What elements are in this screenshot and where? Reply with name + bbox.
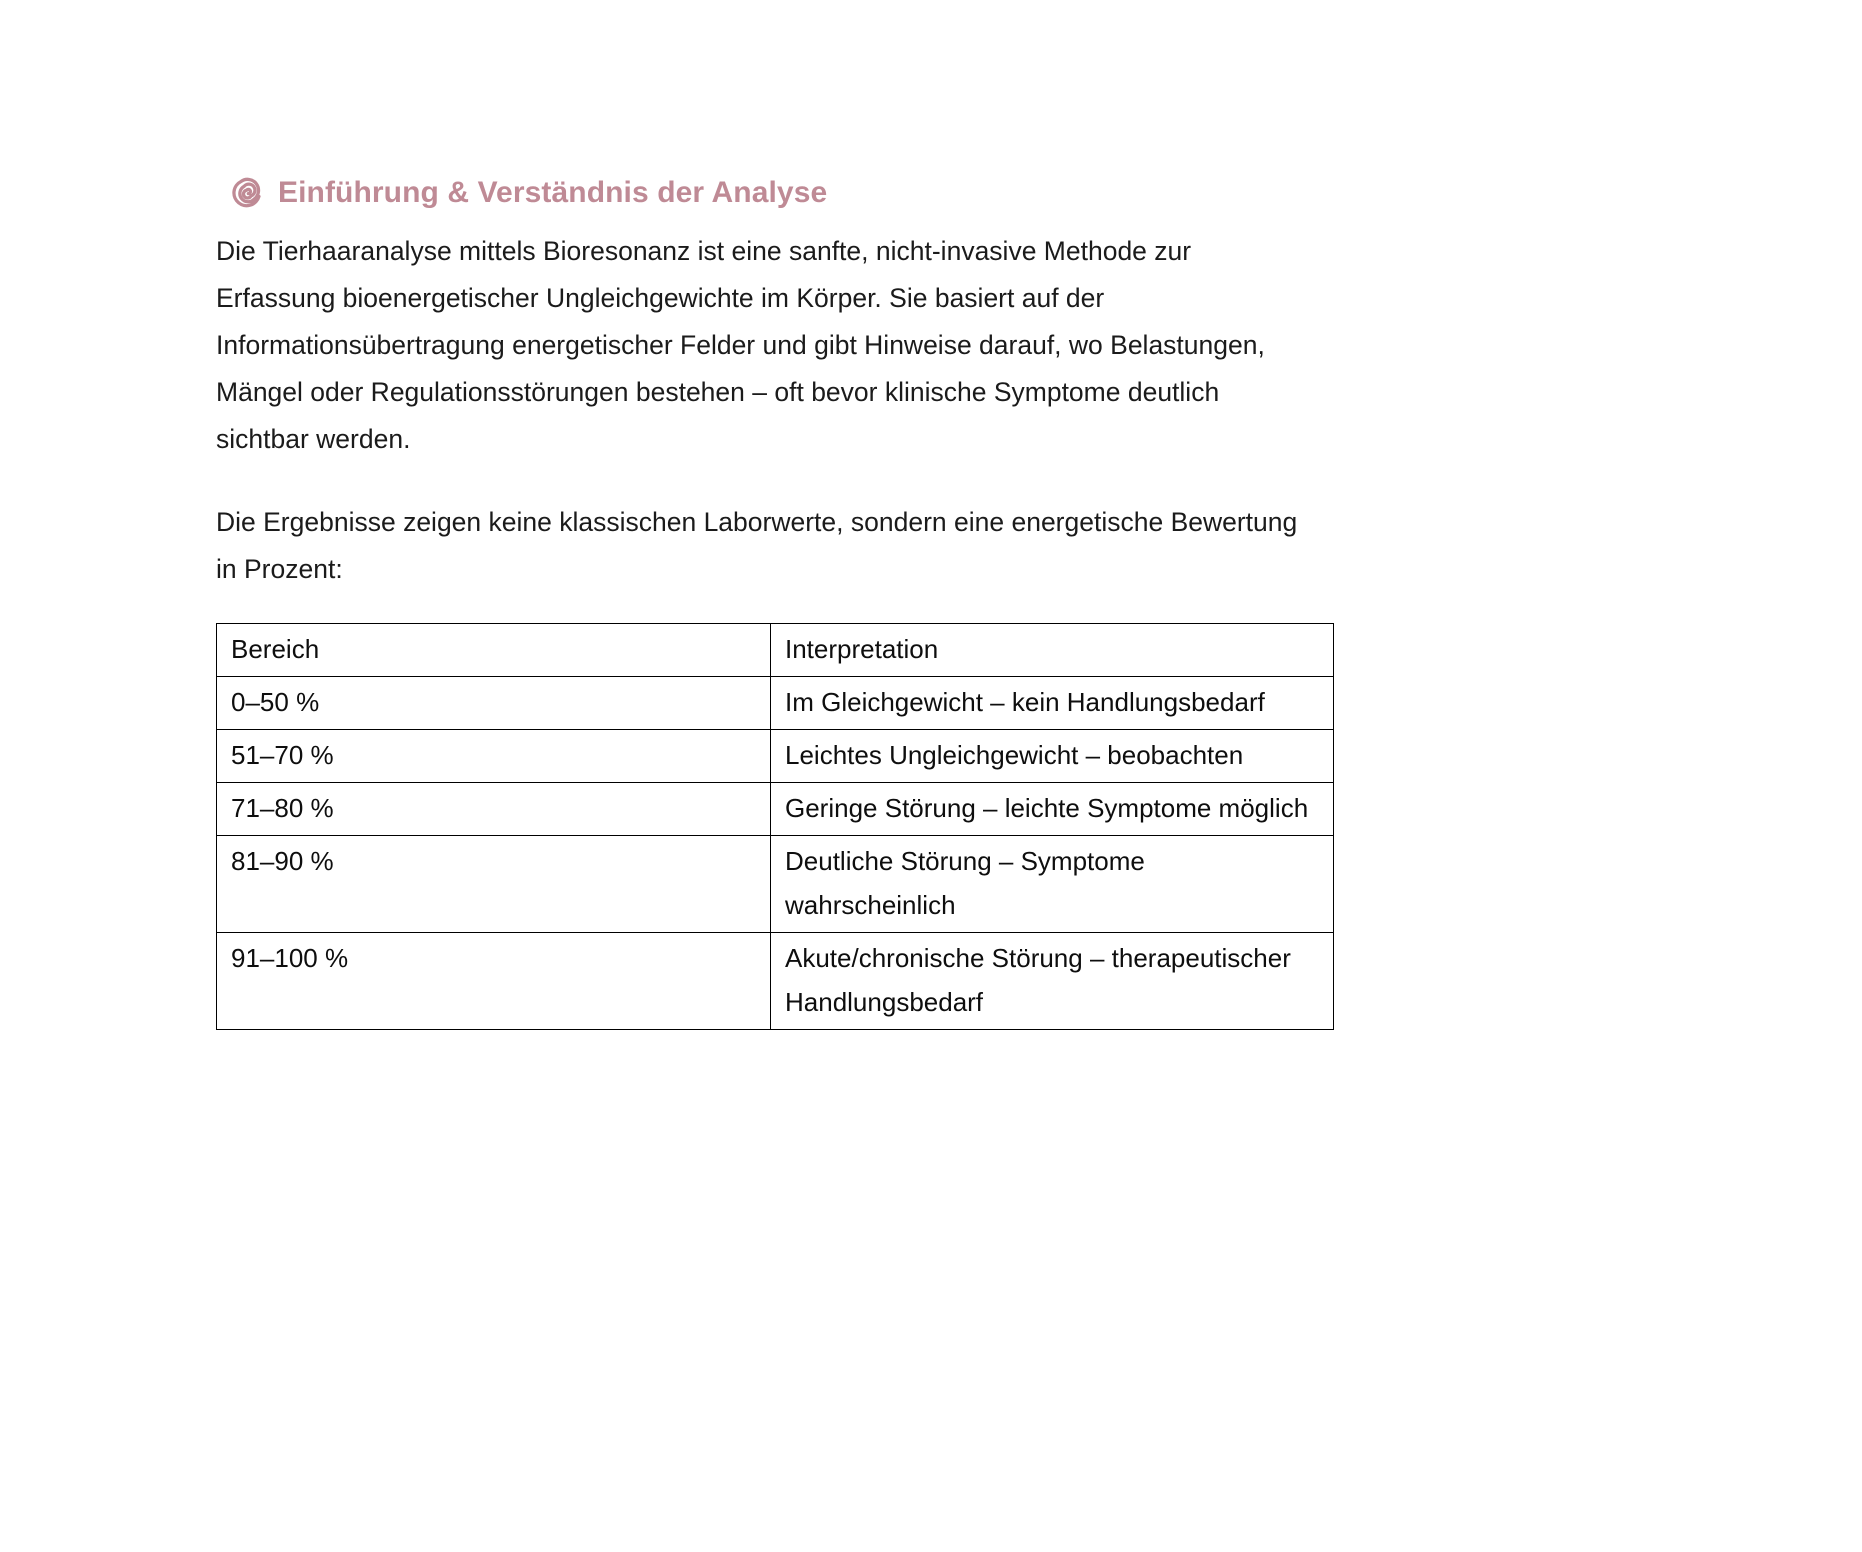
section-heading [216,176,1336,210]
cell-interpretation-line: Im Gleichgewicht – kein Handlungsbedarf [785,687,1265,717]
document-content [216,176,1336,1030]
cell-interpretation [771,836,1334,933]
results-paragraph: Die Ergebnisse zeigen keine klassischen Laborwerte, sondern eine energetische Bewertung in Prozent: [216,507,1298,584]
cell-interpretation-line: Handlungsbedarf [785,987,984,1017]
intro-paragraph: Die Tierhaaranalyse mittels Bioresonanz ist eine sanfte, nicht-invasive Methode zur Erfassung bioenergetischer Ungleichgewichte im Körper. Sie basiert auf der Informationsübertragung energetischer Felder und gibt Hinweise darauf, wo Belastungen, Mängel oder Regulationsstörungen bestehen – oft bevor klinische Symptome deutlich sichtbar werden. [216,236,1265,454]
table-row [217,783,1334,836]
cell-range: 91–100 % [217,933,771,1030]
table-row [217,836,1334,933]
cell-range: 71–80 % [217,783,771,836]
cell-interpretation-line: Geringe Störung – leichte Symptome möglich [785,793,1309,823]
cell-interpretation [771,730,1334,783]
cell-interpretation-line: wahrscheinlich [785,890,956,920]
cell-interpretation [771,783,1334,836]
table-row [217,730,1334,783]
cell-range: 0–50 % [217,677,771,730]
table-header-row [217,624,1334,677]
table-row [217,933,1334,1030]
cell-range: 81–90 % [217,836,771,933]
cell-interpretation-line: Akute/chronische Störung – therapeutischer [785,943,1291,973]
cell-interpretation [771,677,1334,730]
cell-interpretation [771,933,1334,1030]
cell-interpretation-line: Leichtes Ungleichgewicht – beobachten [785,740,1244,770]
table-row [217,677,1334,730]
spiral-icon [230,176,264,210]
column-header-bereich: Bereich [217,624,771,677]
section-heading-label: Einführung & Verständnis der Analyse [278,176,828,209]
cell-range: 51–70 % [217,730,771,783]
interpretation-table [216,623,1334,1030]
column-header-interpretation: Interpretation [771,624,1334,677]
cell-interpretation-line: Deutliche Störung – Symptome [785,846,1145,876]
